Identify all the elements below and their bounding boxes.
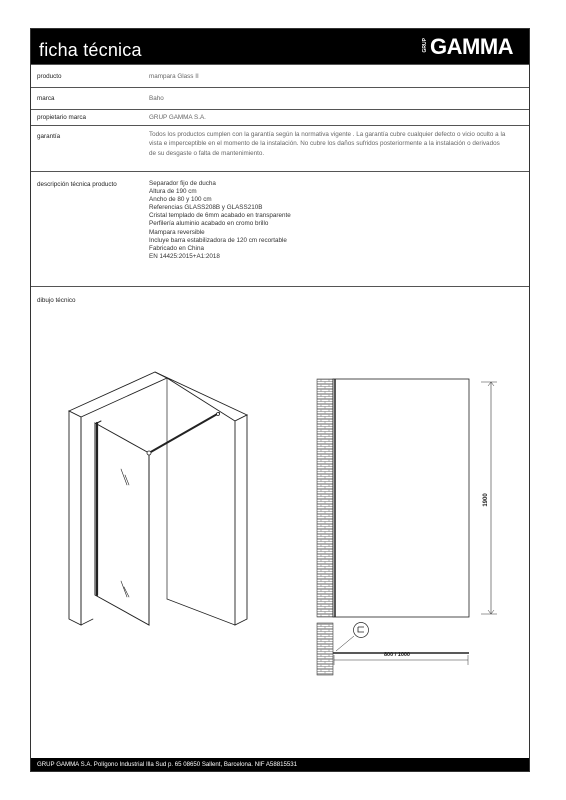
profile-detail-circle bbox=[354, 623, 369, 638]
garantia-line: Todos los productos cumplen con la garantía según la normativa vigente . La garantía cubre cualquier defecto o vicio oculto a la bbox=[149, 131, 506, 138]
list-item: Referencias GLASS208B y GLASS210B bbox=[149, 204, 263, 212]
label-propietario: propietario marca bbox=[37, 114, 86, 121]
list-item: Ancho de 80 y 100 cm bbox=[149, 196, 212, 204]
list-item: Incluye barra estabilizadora de 120 cm recortable bbox=[149, 236, 287, 244]
list-item: Fabricado en China bbox=[149, 244, 204, 252]
logo-small-text: GRUP bbox=[422, 38, 428, 53]
front-elevation bbox=[317, 379, 497, 617]
list-item: Altura de 190 cm bbox=[149, 188, 197, 196]
footer-bar bbox=[31, 758, 529, 771]
value-propietario: GRUP GAMMA S.A. bbox=[149, 114, 206, 121]
right-wall bbox=[235, 415, 247, 625]
wall-brick-hatch bbox=[317, 379, 333, 617]
label-garantia: garantía bbox=[37, 133, 61, 140]
technical-drawing bbox=[31, 29, 529, 759]
label-producto: producto bbox=[37, 73, 62, 80]
garantia-line: de su desgaste o falta de mantenimiento. bbox=[149, 149, 265, 157]
value-producto: mampara Glass II bbox=[149, 73, 199, 80]
back-wall-top bbox=[155, 372, 247, 421]
value-marca: Baho bbox=[149, 95, 164, 102]
plan-view bbox=[317, 623, 469, 676]
page-title: ficha técnica bbox=[39, 40, 142, 60]
list-item: Mampara reversible bbox=[149, 228, 205, 236]
wall-top-cap bbox=[69, 372, 167, 417]
isometric-view bbox=[69, 372, 247, 625]
list-item: EN 14425:2015+A1:2018 bbox=[149, 252, 220, 260]
list-item: Cristal templado de 6mm acabado en transparente bbox=[149, 212, 291, 220]
data-sheet bbox=[30, 28, 530, 772]
garantia-line: vista e imperceptible en el momento de la instalación. No cubre los daños sufridos posteriormente a la instalación o derivados bbox=[149, 140, 500, 148]
list-item: Perfilería aluminio acabado en cromo brillo bbox=[149, 220, 269, 228]
left-wall bbox=[69, 411, 81, 625]
glass-panel bbox=[95, 423, 149, 625]
footer-text: GRUP GAMMA S.A. Polígono Industrial Illa Sud p. 65 08650 Sallent, Barcelona. NIF A58815531 bbox=[37, 761, 298, 768]
label-dibujo: dibujo técnico bbox=[37, 297, 76, 304]
stabilizer-bar bbox=[149, 413, 219, 453]
plan-wall-hatch bbox=[317, 623, 333, 675]
logo-text: GAMMA bbox=[430, 34, 514, 59]
width-dimension-label: 800 / 1000 bbox=[384, 652, 410, 658]
list-item: Separador fijo de ducha bbox=[149, 180, 216, 187]
label-descripcion: descripción técnica producto bbox=[37, 181, 117, 188]
height-dimension-label: 1900 bbox=[483, 493, 489, 507]
elevation-glass-panel bbox=[333, 379, 469, 617]
label-marca: marca bbox=[37, 95, 55, 102]
